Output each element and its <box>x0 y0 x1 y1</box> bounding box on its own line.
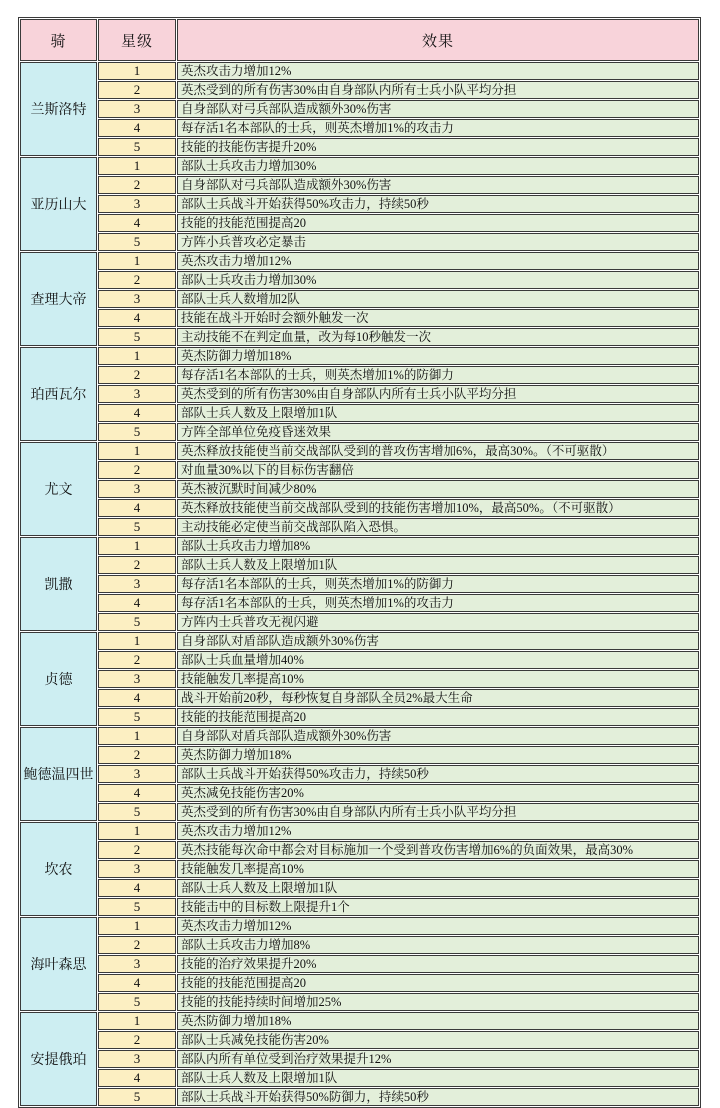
star-level-cell: 4 <box>98 974 176 992</box>
star-level-cell: 4 <box>98 879 176 897</box>
table-row <box>20 670 699 688</box>
star-level-cell: 3 <box>98 480 176 498</box>
table-row <box>20 556 699 574</box>
effect-cell: 自身部队对盾部队造成额外30%伤害 <box>177 632 699 650</box>
effect-cell: 每存活1名本部队的士兵，则英杰增加1%的攻击力 <box>177 594 699 612</box>
star-level-cell: 3 <box>98 290 176 308</box>
effect-cell: 英杰减免技能伤害20% <box>177 784 699 802</box>
hero-name-cell: 坎农 <box>20 822 97 916</box>
effect-cell: 每存活1名本部队的士兵，则英杰增加1%的防御力 <box>177 366 699 384</box>
effect-cell: 对血量30%以下的目标伤害翻倍 <box>177 461 699 479</box>
table-row <box>20 195 699 213</box>
effect-cell: 部队士兵人数及上限增加1队 <box>177 1069 699 1087</box>
table-row <box>20 803 699 821</box>
star-level-cell: 2 <box>98 556 176 574</box>
table-row <box>20 119 699 137</box>
table-row <box>20 1069 699 1087</box>
table-row <box>20 746 699 764</box>
star-level-cell: 3 <box>98 575 176 593</box>
star-level-cell: 4 <box>98 784 176 802</box>
effect-cell: 方阵全部单位免疫昏迷效果 <box>177 423 699 441</box>
table-row <box>20 822 699 840</box>
effect-cell: 英杰防御力增加18% <box>177 1012 699 1030</box>
star-level-cell: 5 <box>98 423 176 441</box>
effect-cell: 技能的技能范围提高20 <box>177 214 699 232</box>
table-row <box>20 860 699 878</box>
table-row <box>20 290 699 308</box>
effect-cell: 部队士兵人数及上限增加1队 <box>177 404 699 422</box>
effect-cell: 部队士兵攻击力增加8% <box>177 936 699 954</box>
hero-name-cell: 凯撒 <box>20 537 97 631</box>
table-row <box>20 1012 699 1030</box>
star-level-cell: 1 <box>98 537 176 555</box>
star-level-cell: 1 <box>98 252 176 270</box>
effect-cell: 英杰攻击力增加12% <box>177 252 699 270</box>
table-row <box>20 366 699 384</box>
star-level-cell: 5 <box>98 518 176 536</box>
effect-cell: 技能的技能范围提高20 <box>177 708 699 726</box>
table-row <box>20 62 699 80</box>
hero-name-cell: 查理大帝 <box>20 252 97 346</box>
table-row <box>20 442 699 460</box>
star-level-cell: 2 <box>98 366 176 384</box>
table-row <box>20 271 699 289</box>
table-row <box>20 347 699 365</box>
star-level-cell: 5 <box>98 138 176 156</box>
table-row <box>20 917 699 935</box>
effect-cell: 部队士兵血量增加40% <box>177 651 699 669</box>
table-row <box>20 993 699 1011</box>
hero-name-cell: 亚历山大 <box>20 157 97 251</box>
effect-cell: 英杰释放技能使当前交战部队受到的技能伤害增加10%，最高50%。（不可驱散） <box>177 499 699 517</box>
hero-name-cell: 尤文 <box>20 442 97 536</box>
effect-cell: 部队士兵人数增加2队 <box>177 290 699 308</box>
effect-cell: 自身部队对弓兵部队造成额外30%伤害 <box>177 100 699 118</box>
table-row <box>20 157 699 175</box>
table-row <box>20 1031 699 1049</box>
star-level-cell: 4 <box>98 689 176 707</box>
table-row <box>20 480 699 498</box>
effect-cell: 英杰释放技能使当前交战部队受到的普攻伤害增加6%，最高30%。（不可驱散） <box>177 442 699 460</box>
table-row <box>20 898 699 916</box>
effect-cell: 部队士兵攻击力增加8% <box>177 537 699 555</box>
table-row <box>20 138 699 156</box>
table-row <box>20 499 699 517</box>
star-level-cell: 1 <box>98 157 176 175</box>
table-row <box>20 765 699 783</box>
effect-cell: 英杰攻击力增加12% <box>177 822 699 840</box>
table-row <box>20 537 699 555</box>
effect-cell: 部队士兵攻击力增加30% <box>177 157 699 175</box>
effect-cell: 每存活1名本部队的士兵，则英杰增加1%的攻击力 <box>177 119 699 137</box>
star-level-cell: 2 <box>98 841 176 859</box>
table-row <box>20 214 699 232</box>
star-level-cell: 2 <box>98 271 176 289</box>
star-level-cell: 4 <box>98 309 176 327</box>
effect-cell: 主动技能不在判定血量，改为每10秒触发一次 <box>177 328 699 346</box>
star-level-cell: 1 <box>98 1012 176 1030</box>
star-level-cell: 5 <box>98 708 176 726</box>
table-row <box>20 385 699 403</box>
table-row <box>20 689 699 707</box>
effect-cell: 英杰受到的所有伤害30%由自身部队内所有士兵小队平均分担 <box>177 803 699 821</box>
star-level-cell: 1 <box>98 822 176 840</box>
star-level-cell: 3 <box>98 1050 176 1068</box>
table-row <box>20 309 699 327</box>
star-level-cell: 3 <box>98 765 176 783</box>
table-row <box>20 784 699 802</box>
effect-cell: 技能在战斗开始时会额外触发一次 <box>177 309 699 327</box>
hero-name-cell: 安提俄珀 <box>20 1012 97 1106</box>
star-level-cell: 5 <box>98 898 176 916</box>
table-row <box>20 1050 699 1068</box>
star-level-cell: 1 <box>98 62 176 80</box>
star-level-cell: 5 <box>98 1088 176 1106</box>
star-level-cell: 5 <box>98 233 176 251</box>
effect-cell: 英杰防御力增加18% <box>177 347 699 365</box>
effect-cell: 英杰被沉默时间减少80% <box>177 480 699 498</box>
effect-cell: 技能击中的目标数上限提升1个 <box>177 898 699 916</box>
header-cell-effect: 效果 <box>177 19 699 61</box>
effect-cell: 英杰受到的所有伤害30%由自身部队内所有士兵小队平均分担 <box>177 81 699 99</box>
table-row <box>20 81 699 99</box>
star-level-cell: 2 <box>98 81 176 99</box>
star-level-cell: 4 <box>98 499 176 517</box>
effect-cell: 技能触发几率提高10% <box>177 860 699 878</box>
table-row <box>20 708 699 726</box>
effect-cell: 技能的技能持续时间增加25% <box>177 993 699 1011</box>
table-row <box>20 841 699 859</box>
hero-name-cell: 鲍德温四世 <box>20 727 97 821</box>
hero-name-cell: 珀西瓦尔 <box>20 347 97 441</box>
star-level-cell: 4 <box>98 119 176 137</box>
effect-cell: 技能的治疗效果提升20% <box>177 955 699 973</box>
table-row <box>20 575 699 593</box>
star-level-cell: 5 <box>98 803 176 821</box>
table-row <box>20 974 699 992</box>
table-row <box>20 423 699 441</box>
header-row <box>20 19 699 61</box>
effect-cell: 部队士兵战斗开始获得50%攻击力，持续50秒 <box>177 195 699 213</box>
effect-cell: 技能的技能伤害提升20% <box>177 138 699 156</box>
star-level-cell: 3 <box>98 100 176 118</box>
star-level-cell: 3 <box>98 955 176 973</box>
star-level-cell: 4 <box>98 594 176 612</box>
effect-cell: 自身部队对盾兵部队造成额外30%伤害 <box>177 727 699 745</box>
effect-cell: 英杰受到的所有伤害30%由自身部队内所有士兵小队平均分担 <box>177 385 699 403</box>
star-level-cell: 2 <box>98 746 176 764</box>
hero-name-cell: 贞德 <box>20 632 97 726</box>
hero-star-effects-table <box>18 17 701 1108</box>
header-cell-star-level: 星级 <box>98 19 176 61</box>
effect-cell: 英杰攻击力增加12% <box>177 917 699 935</box>
table-row <box>20 594 699 612</box>
star-level-cell: 1 <box>98 632 176 650</box>
effect-cell: 主动技能必定使当前交战部队陷入恐惧。 <box>177 518 699 536</box>
star-level-cell: 5 <box>98 328 176 346</box>
star-level-cell: 2 <box>98 461 176 479</box>
star-level-cell: 4 <box>98 1069 176 1087</box>
star-level-cell: 1 <box>98 442 176 460</box>
effect-cell: 部队士兵人数及上限增加1队 <box>177 879 699 897</box>
star-level-cell: 2 <box>98 176 176 194</box>
effect-cell: 自身部队对弓兵部队造成额外30%伤害 <box>177 176 699 194</box>
table-row <box>20 651 699 669</box>
effect-cell: 技能触发几率提高10% <box>177 670 699 688</box>
table-row <box>20 1088 699 1106</box>
effect-cell: 英杰防御力增加18% <box>177 746 699 764</box>
star-level-cell: 5 <box>98 993 176 1011</box>
effect-cell: 部队士兵减免技能伤害20% <box>177 1031 699 1049</box>
effect-cell: 战斗开始前20秒，每秒恢复自身部队全员2%最大生命 <box>177 689 699 707</box>
effect-cell: 部队士兵战斗开始获得50%防御力，持续50秒 <box>177 1088 699 1106</box>
effect-cell: 每存活1名本部队的士兵，则英杰增加1%的防御力 <box>177 575 699 593</box>
table-row <box>20 632 699 650</box>
table-row <box>20 461 699 479</box>
star-level-cell: 4 <box>98 404 176 422</box>
table-row <box>20 404 699 422</box>
table-row <box>20 233 699 251</box>
table-row <box>20 879 699 897</box>
effect-cell: 技能的技能范围提高20 <box>177 974 699 992</box>
hero-name-cell: 兰斯洛特 <box>20 62 97 156</box>
table-row <box>20 176 699 194</box>
hero-name-cell: 海叶森思 <box>20 917 97 1011</box>
table-row <box>20 955 699 973</box>
effect-cell: 英杰攻击力增加12% <box>177 62 699 80</box>
table-row <box>20 518 699 536</box>
table-row <box>20 328 699 346</box>
effect-cell: 部队士兵人数及上限增加1队 <box>177 556 699 574</box>
table-row <box>20 727 699 745</box>
star-level-cell: 1 <box>98 347 176 365</box>
star-level-cell: 2 <box>98 936 176 954</box>
star-level-cell: 3 <box>98 385 176 403</box>
star-level-cell: 4 <box>98 214 176 232</box>
table-row <box>20 613 699 631</box>
table-row <box>20 936 699 954</box>
star-level-cell: 3 <box>98 860 176 878</box>
star-level-cell: 2 <box>98 1031 176 1049</box>
effect-cell: 部队士兵战斗开始获得50%攻击力，持续50秒 <box>177 765 699 783</box>
effect-cell: 部队士兵攻击力增加30% <box>177 271 699 289</box>
effect-cell: 部队内所有单位受到治疗效果提升12% <box>177 1050 699 1068</box>
star-level-cell: 5 <box>98 613 176 631</box>
table-row <box>20 252 699 270</box>
star-level-cell: 3 <box>98 195 176 213</box>
effect-cell: 方阵小兵普攻必定暴击 <box>177 233 699 251</box>
star-level-cell: 1 <box>98 917 176 935</box>
header-cell-hero: 骑 <box>20 19 97 61</box>
star-level-cell: 3 <box>98 670 176 688</box>
table-row <box>20 100 699 118</box>
star-level-cell: 1 <box>98 727 176 745</box>
effect-cell: 方阵内士兵普攻无视闪避 <box>177 613 699 631</box>
effect-cell: 英杰技能每次命中都会对目标施加一个受到普攻伤害增加6%的负面效果，最高30% <box>177 841 699 859</box>
star-level-cell: 2 <box>98 651 176 669</box>
